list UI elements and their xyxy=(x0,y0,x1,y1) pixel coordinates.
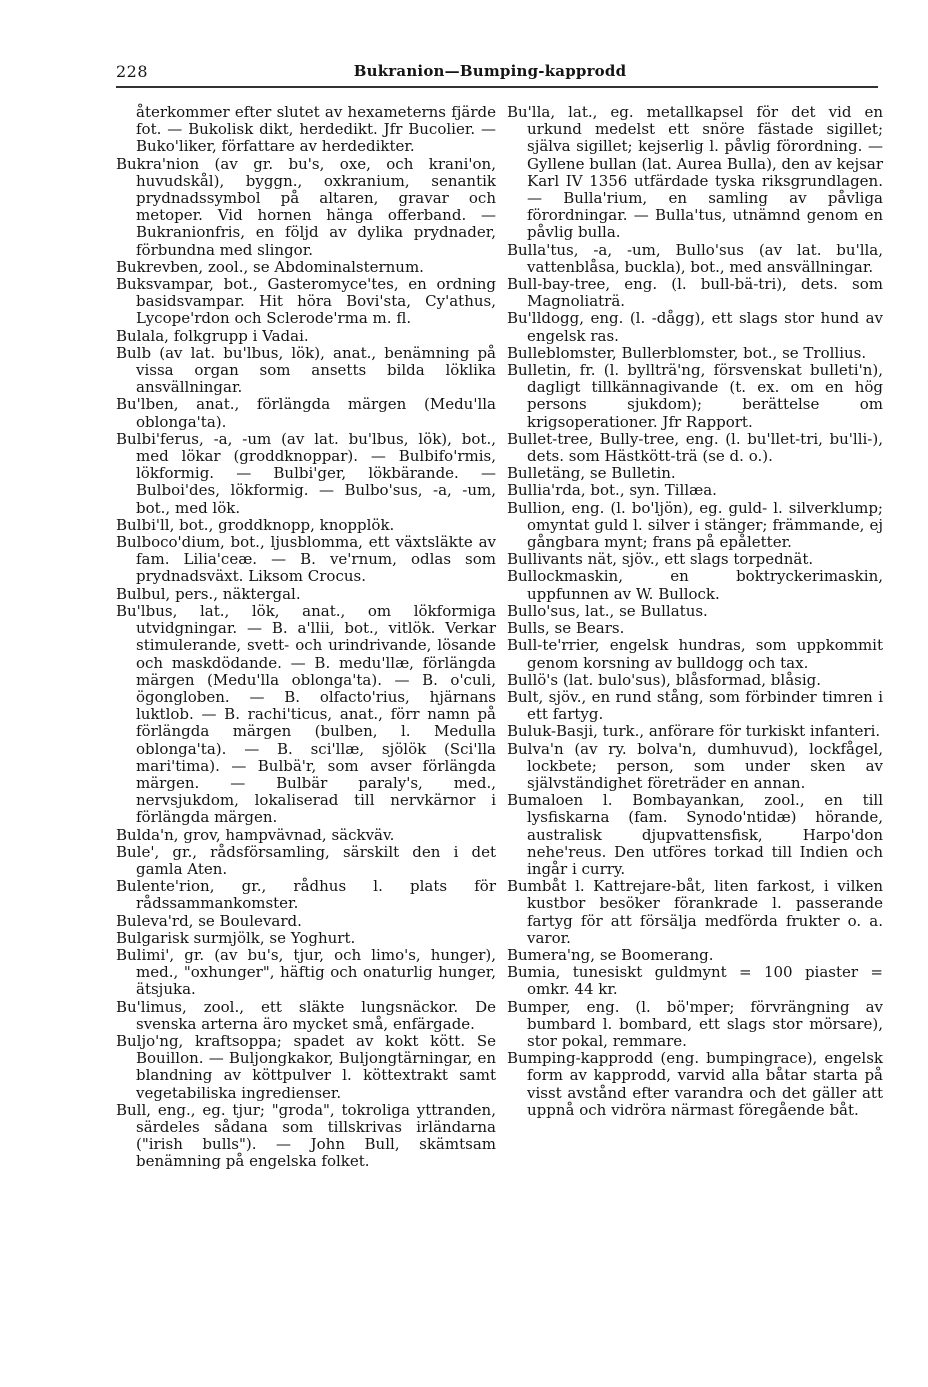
dictionary-entry: Bu'limus, zool., ett släkte lungsnäckor. De svenska arterna äro mycket små, enfärgade. xyxy=(116,997,496,1033)
dictionary-entry: Bullia'rda, bot., syn. Tillæa. xyxy=(507,481,717,500)
dictionary-entry: Bu'lben, anat., förlängda märgen (Medu'lla oblonga'ta). xyxy=(116,395,496,431)
dictionary-entry: Bull-te'rrier, engelsk hundras, som uppkommit genom korsning av bulldogg och tax. xyxy=(507,636,883,672)
dictionary-entry: Bullö's (lat. bulo'sus), blåsformad, blåsig. xyxy=(507,670,822,689)
dictionary-entry: Bult, sjöv., en rund stång, som förbinder timren i ett fartyg. xyxy=(507,687,883,724)
dictionary-entry: Bulletäng, se Bulletin. xyxy=(507,464,676,483)
dictionary-entry: Bulletin, fr. (l. byllträ'ng, försvenskat bulleti'n), dagligt tillkännagivande (t. ex. om en hög persons sjukdom); berättelse om krigsoperationer. Jfr Rapport. xyxy=(507,361,883,431)
left-column xyxy=(116,104,496,1171)
dictionary-entry: Bule', gr., rådsförsamling, särskilt den i det gamla Aten. xyxy=(116,842,496,878)
dictionary-entry: Bull-bay-tree, eng. (l. bull-bä-tri), dets. som Magnoliaträ. xyxy=(507,275,883,311)
dictionary-entry: Buljo'ng, kraftsoppa; spadet av kokt kött. Se Bouillon. — Buljongkakor, Buljongtärningar, en blandning av köttpulver l. köttextrakt samt vegetabiliska ingredienser. xyxy=(116,1031,496,1102)
dictionary-entry: Bulbi'ferus, -a, -um (av lat. bu'lbus, lök), bot., med lökar (groddknoppar). — Bulbifo'rmis, lökformig. — Bulbi'ger, lökbärande. — Bulboi'des, lökformig. — Bulbo'sus, -a, -um, bot., med lök. xyxy=(116,429,496,517)
dictionary-entry: Bukra'nion (av gr. bu's, oxe, och krani'on, huvudskål), byggn., oxkranium, senantik prydnadssymbol på altaren, gravar och metoper. Vid hornen hänga offerband. — Bukranionfris, en följd av dylika prydnader, förbundna med slingor. xyxy=(116,154,496,259)
page-number: 228 xyxy=(116,62,149,81)
dictionary-entry: Bu'lla, lat., eg. metallkapsel för det vid en urkund medelst ett snöre fästade sigillet; själva sigillet; kejserlig l. påvlig förordning. — Gyllene bullan (lat. Aurea Bulla), den av kejsar Karl IV 1356 utfärdade tyska riksgrundlagen. — Bulla'rium, en samling av påvliga förordningar. — Bulla'tus, utnämnd genom en påvlig bulla. xyxy=(507,103,884,242)
dictionary-entry: Bu'lbus, lat., lök, anat., om lökformiga utvidgningar. — B. a'llii, bot., vitlök. Verkar stimulerande, svett- och urindrivande, lösande och maskdödande. — B. medu'llæ, förlängda märgen (Medu'lla oblonga'ta). — B. o'culi, ögongloben. — B. olfacto'rius, hjärnans luktlob. — B. rachi'ticus, anat., förr namn på förlängda märgen (bulben, l. Medulla oblonga'ta). — B. sci'llæ, sjölök (Sci'lla mari'tima). — Bulbä'r, som avser förlängda märgen. — Bulbär paraly's, med., nervsjukdom, lokaliserad till nervkärnor i förlängda märgen. xyxy=(116,601,496,827)
dictionary-entry: Bumia, tunesiskt guldmynt = 100 piaster = omkr. 44 kr. xyxy=(507,963,883,999)
dictionary-entry: Bull, eng., eg. tjur; "groda", tokroliga yttranden, särdeles sådana som tillskrivas irländarna ("irish bulls"). — John Bull, skämtsam benämning på engelska folket. xyxy=(116,1100,496,1171)
dictionary-entry: Bulente'rion, gr., rådhus l. plats för rådssammankomster. xyxy=(116,877,496,913)
dictionary-entry: Bulla'tus, -a, -um, Bullo'sus (av lat. bu'lla, vattenblåsa, buckla), bot., med ansvällningar. xyxy=(507,240,883,276)
dictionary-entry: Bulleblomster, Bullerblomster, bot., se Trollius. xyxy=(507,343,867,362)
dictionary-entry: Buleva'rd, se Boulevard. xyxy=(116,911,302,930)
dictionary-entry: Bumper, eng. (l. bö'mper; förvrängning av bumbard l. bombard, ett slags stor mörsare), stor pokal, remmare. xyxy=(507,997,883,1050)
dictionary-entry: Bulgarisk surmjölk, se Yoghurt. xyxy=(116,928,356,947)
right-column xyxy=(507,104,883,1119)
dictionary-entry: Bulda'n, grov, hampvävnad, säckväv. xyxy=(116,825,395,844)
dictionary-entry: Bulbi'll, bot., groddknopp, knopplök. xyxy=(116,515,395,534)
running-head: Bukranion—Bumping-kapprodd xyxy=(353,62,627,80)
dictionary-entry: Bumera'ng, se Boomerang. xyxy=(507,945,714,964)
dictionary-entry: Bulls, se Bears. xyxy=(507,619,625,638)
dictionary-entry: Bullion, eng. (l. bo'ljön), eg. guld- l. silverklump; omyntat guld l. silver i stänger; främmande, ej gångbara mynt; frans på epåletter. xyxy=(507,498,883,552)
dictionary-entry: Bullo'sus, lat., se Bullatus. xyxy=(507,601,708,620)
dictionary-entry: Bulimi', gr. (av bu's, tjur, och limo's, hunger), med., "oxhunger", häftig och onaturlig hunger, ätsjuka. xyxy=(116,945,496,999)
dictionary-entry: Buksvampar, bot., Gasteromyce'tes, en ordning basidsvampar. Hit höra Bovi'sta, Cy'athus, Lycope'rdon och Sclerode'rma m. fl. xyxy=(116,275,496,328)
dictionary-entry: Buluk-Basji, turk., anförare för turkiskt infanteri. xyxy=(507,722,881,741)
header-rule xyxy=(116,86,878,88)
dictionary-entry: Bukrevben, zool., se Abdominalsternum. xyxy=(116,257,424,276)
dictionary-entry: Bullet-tree, Bully-tree, eng. (l. bu'llet-tri, bu'lli-), dets. som Hästkött-trä (se d. o.). xyxy=(507,429,883,466)
dictionary-entry: återkommer efter slutet av hexameterns fjärde fot. — Bukolisk dikt, herdedikt. Jfr Bucolier. — Buko'liker, författare av herdedikter. xyxy=(136,103,496,156)
dictionary-entry: Bulva'n (av ry. bolva'n, dumhuvud), lockfågel, lockbete; person, som under sken av självständighet företräder en annan. xyxy=(507,739,883,792)
dictionary-entry: Bumbåt l. Kattrejare-båt, liten farkost, i vilken kustbor besöker förankrade l. passerande fartyg för att försälja medförda frukter o. a. varor. xyxy=(507,877,883,947)
dictionary-entry: Bullockmaskin, en boktryckerimaskin, uppfunnen av W. Bullock. xyxy=(507,567,883,603)
dictionary-entry: Bumaloen l. Bombayankan, zool., en till lysfiskarna (fam. Synodo'ntidæ) hörande, australisk djupvattensfisk, Harpo'don nehe'reus. Den utföres torkad till Indien och ingår i curry. xyxy=(507,791,883,878)
dictionary-entry: Bumping-kapprodd (eng. bumpingrace), engelsk form av kapprodd, varvid alla båtar starta på visst avstånd efter varandra och det gäller att uppnå och vidröra närmast föregående båt. xyxy=(507,1049,883,1119)
dictionary-entry: Bulboco'dium, bot., ljusblomma, ett växtsläkte av fam. Lilia'ceæ. — B. ve'rnum, odlas som prydnadsväxt. Liksom Crocus. xyxy=(116,533,496,586)
dictionary-entry: Bu'lldogg, eng. (l. -dågg), ett slags stor hund av engelsk ras. xyxy=(507,309,883,345)
dictionary-entry: Bulbul, pers., näktergal. xyxy=(116,584,301,603)
dictionary-entry: Bulb (av lat. bu'lbus, lök), anat., benämning på vissa organ som ansetts bilda löklika ansvällningar. xyxy=(116,343,496,397)
dictionary-entry: Bullivants nät, sjöv., ett slags torpednät. xyxy=(507,550,814,569)
dictionary-entry: Bulala, folkgrupp i Vadai. xyxy=(116,326,309,345)
